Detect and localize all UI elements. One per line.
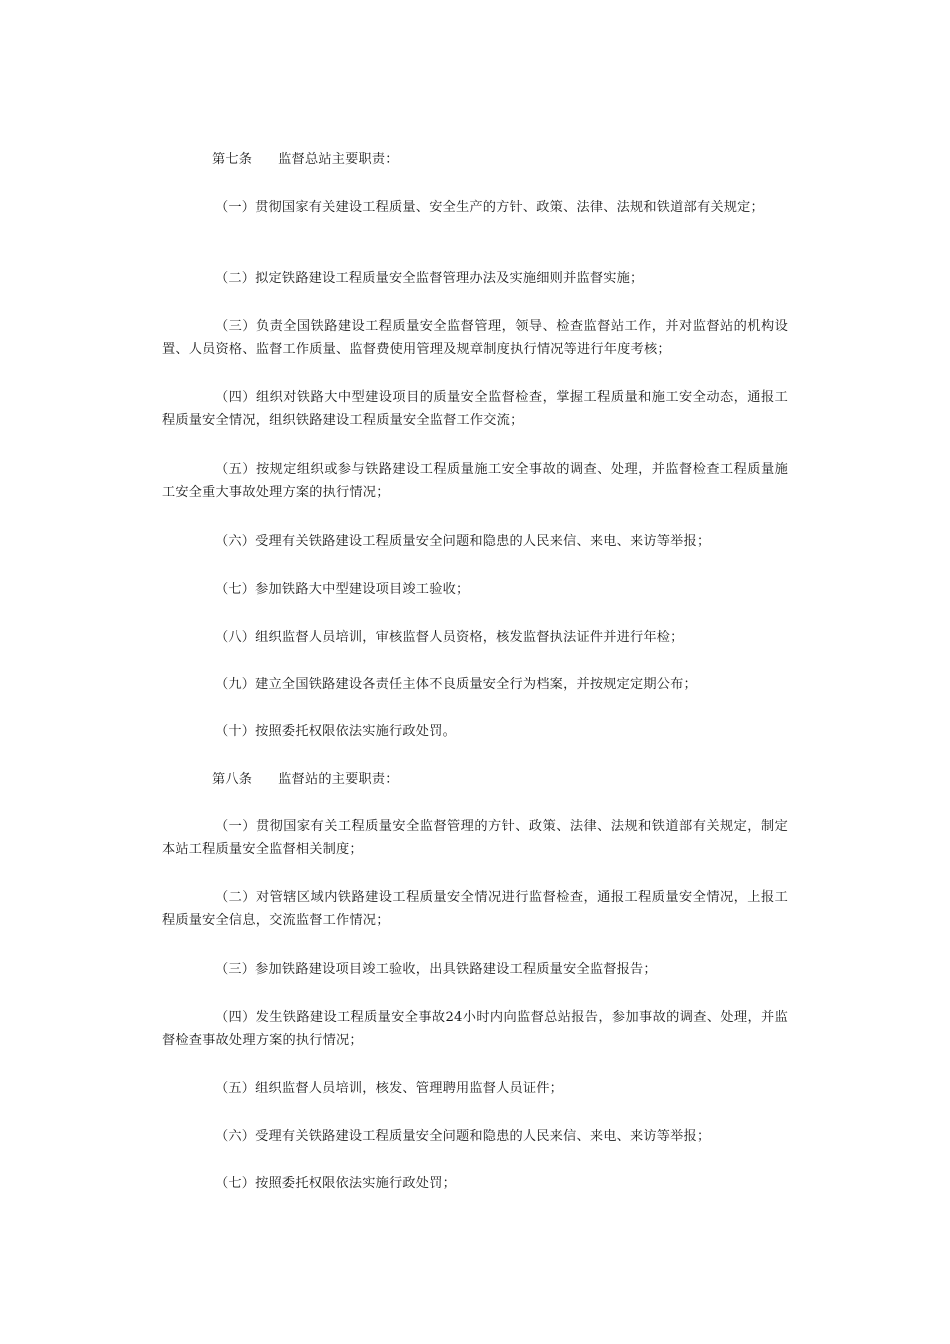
article-7-item-9: （九）建立全国铁路建设各责任主体不良质量安全行为档案，并按规定定期公布； xyxy=(215,677,697,692)
article-8-item-7: （七）按照委托权限依法实施行政处罚； xyxy=(215,1176,456,1191)
article-7-item-3: （三）负责全国铁路建设工程质量安全监督管理，领导、检查监督站工作，并对监督站的机构设置、人员资格、监督工作质量、监督费使用管理及规章制度执行情况等进行年度考核； xyxy=(162,319,788,357)
article-7-number: 第七条 xyxy=(212,152,253,167)
article-8-title: 监督站的主要职责： xyxy=(278,772,399,787)
article-7-title: 监督总站主要职责： xyxy=(278,152,399,167)
article-7-item-10: （十）按照委托权限依法实施行政处罚。 xyxy=(215,724,456,739)
article-8-item-1: （一）贯彻国家有关工程质量安全监督管理的方针、政策、法律、法规和铁道部有关规定，制定本站工程质量安全监督相关制度； xyxy=(162,819,788,857)
article-7-item-5: （五）按规定组织或参与铁路建设工程质量施工安全事故的调查、处理，并监督检查工程质量施工安全重大事故处理方案的执行情况； xyxy=(162,462,788,500)
article-7-item-1: （一）贯彻国家有关建设工程质量、安全生产的方针、政策、法律、法规和铁道部有关规定； xyxy=(215,200,764,215)
article-8-item-3: （三）参加铁路建设项目竣工验收，出具铁路建设工程质量安全监督报告； xyxy=(215,962,657,977)
article-7-item-8: （八）组织监督人员培训，审核监督人员资格，核发监督执法证件并进行年检； xyxy=(215,630,684,645)
article-7-item-4: （四）组织对铁路大中型建设项目的质量安全监督检查，掌握工程质量和施工安全动态，通报工程质量安全情况，组织铁路建设工程质量安全监督工作交流； xyxy=(162,390,788,428)
article-7-item-2: （二）拟定铁路建设工程质量安全监督管理办法及实施细则并监督实施； xyxy=(215,271,644,286)
article-7-item-6: （六）受理有关铁路建设工程质量安全问题和隐患的人民来信、来电、来访等举报； xyxy=(215,534,711,549)
article-8-item-4: （四）发生铁路建设工程质量安全事故24小时内向监督总站报告，参加事故的调查、处理，并监督检查事故处理方案的执行情况； xyxy=(162,1010,788,1048)
article-7-item-7: （七）参加铁路大中型建设项目竣工验收； xyxy=(215,582,470,597)
article-8-item-2: （二）对管辖区域内铁路建设工程质量安全情况进行监督检查，通报工程质量安全情况，上报工程质量安全信息，交流监督工作情况； xyxy=(162,890,788,928)
document-page xyxy=(162,0,788,1344)
article-8-item-5: （五）组织监督人员培训，核发、管理聘用监督人员证件； xyxy=(215,1081,564,1096)
article-8-number: 第八条 xyxy=(212,772,253,787)
article-8-item-6: （六）受理有关铁路建设工程质量安全问题和隐患的人民来信、来电、来访等举报； xyxy=(215,1129,711,1144)
article-7-heading xyxy=(212,148,399,171)
article-8-heading xyxy=(212,768,399,791)
